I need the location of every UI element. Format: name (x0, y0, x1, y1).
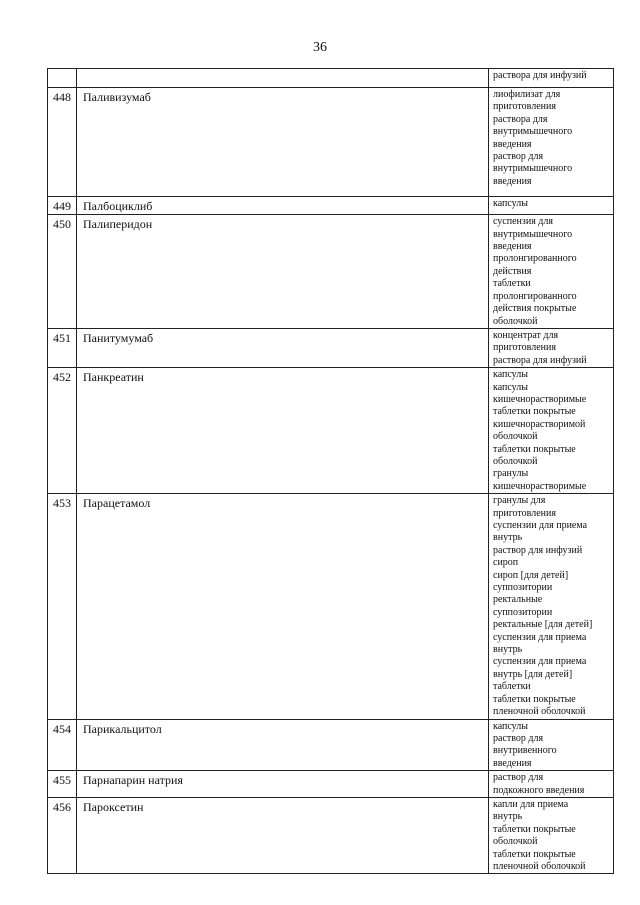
dosage-form-line: таблетки (493, 278, 531, 290)
dosage-form-line: оболочкой (493, 315, 538, 327)
dosage-form-line: ректальные [для детей] (493, 619, 593, 631)
dosage-forms (489, 771, 614, 798)
dosage-form-line: введения (493, 241, 532, 253)
dosage-form-line: внутрь [для детей] (493, 668, 573, 680)
dosage-form-line: введения (493, 757, 532, 769)
dosage-form-line: концентрат для (493, 329, 559, 341)
dosage-forms (489, 197, 614, 215)
row-number: 451 (48, 328, 77, 367)
dosage-form-line: раствора для инфузий (493, 354, 587, 366)
row-number: 454 (48, 719, 77, 771)
drug-name: Парикальцитол (77, 719, 489, 771)
table-row (48, 328, 614, 367)
dosage-form-line: кишечнорастворимой (493, 418, 586, 430)
dosage-form-line: раствор для (493, 151, 544, 163)
row-number: 455 (48, 771, 77, 798)
dosage-form-line: таблетки (493, 681, 531, 693)
dosage-form-line: внутримышечного (493, 163, 573, 175)
dosage-form-line: гранулы для (493, 495, 546, 507)
table-row (48, 69, 614, 88)
dosage-form-line: суспензия для приема (493, 656, 587, 668)
dosage-form-line: кишечнорастворимые (493, 480, 587, 492)
table-row (48, 88, 614, 197)
dosage-form-line: подкожного введения (493, 784, 585, 796)
dosage-form-line: капсулы (493, 198, 528, 210)
dosage-form-line: действия (493, 265, 532, 277)
dosage-form-line: действия покрытые (493, 303, 577, 315)
dosage-forms (489, 719, 614, 771)
dosage-form-line: таблетки покрытые (493, 406, 576, 418)
dosage-form-line: внутривенного (493, 745, 557, 757)
dosage-form-line: капли для приема (493, 798, 569, 810)
table-row (48, 215, 614, 329)
dosage-form-line: таблетки покрытые (493, 848, 576, 860)
dosage-forms (489, 797, 614, 873)
table-row (48, 494, 614, 719)
drug-name: Панитумумаб (77, 328, 489, 367)
table-row (48, 719, 614, 771)
dosage-form-line: таблетки покрытые (493, 443, 576, 455)
row-number (48, 69, 77, 88)
dosage-form-line: приготовления (493, 342, 556, 354)
drug-name: Панкреатин (77, 368, 489, 494)
dosage-form-line: лиофилизат для (493, 89, 561, 100)
dosage-form-line: внутрь (493, 811, 523, 823)
dosage-forms (489, 69, 614, 88)
drug-name: Палбоциклиб (77, 197, 489, 215)
dosage-form-line: внутрь (493, 644, 523, 656)
page-number: 36 (313, 40, 327, 55)
row-number: 448 (48, 88, 77, 197)
drug-name: Парнапарин натрия (77, 771, 489, 798)
dosage-form-line: раствор для (493, 732, 544, 744)
dosage-form-line: раствор для (493, 772, 544, 784)
dosage-form-line: оболочкой (493, 455, 538, 467)
dosage-form-line: раствор для инфузий (493, 544, 583, 556)
table-row (48, 368, 614, 494)
drug-name: Пароксетин (77, 797, 489, 873)
drug-name: Палиперидон (77, 215, 489, 329)
dosage-form-line: пленочной оболочкой (493, 706, 586, 718)
dosage-form-line: введения (493, 138, 532, 150)
dosage-form-line: таблетки покрытые (493, 823, 576, 835)
row-number: 450 (48, 215, 77, 329)
dosage-forms (489, 88, 614, 197)
dosage-forms (489, 215, 614, 329)
dosage-form-line: таблетки покрытые (493, 693, 576, 705)
drug-name (77, 69, 489, 88)
dosage-form-line: кишечнорастворимые (493, 393, 587, 405)
dosage-form-line: суспензия для (493, 216, 553, 228)
table-row (48, 197, 614, 215)
drug-name: Паливизумаб (77, 88, 489, 197)
dosage-form-line: сироп (493, 557, 519, 569)
dosage-form-line: суппозитории (493, 606, 553, 618)
row-number: 449 (48, 197, 77, 215)
table-row (48, 797, 614, 873)
dosage-form-line: оболочкой (493, 836, 538, 848)
drug-table (47, 68, 614, 874)
dosage-form-line: капсулы (493, 381, 528, 393)
dosage-form-line: пролонгированного (493, 253, 577, 265)
row-number: 453 (48, 494, 77, 719)
table-row (48, 771, 614, 798)
dosage-form-line: внутрь (493, 532, 523, 544)
dosage-form-line: суспензии для приема (493, 520, 588, 531)
dosage-form-line: пленочной оболочкой (493, 860, 586, 872)
dosage-form-line: суспензия для приема (493, 631, 587, 643)
dosage-forms (489, 494, 614, 719)
dosage-forms (489, 368, 614, 494)
dosage-form-line: капсулы (493, 369, 528, 381)
dosage-form-line: сироп [для детей] (493, 569, 569, 581)
row-number: 456 (48, 797, 77, 873)
dosage-form-line: приготовления (493, 507, 556, 519)
dosage-form-line: приготовления (493, 101, 556, 113)
row-number: 452 (48, 368, 77, 494)
dosage-form-line: суппозитории (493, 582, 553, 594)
dosage-form-line: внутримышечного (493, 228, 573, 240)
dosage-forms (489, 328, 614, 367)
drug-name: Парацетамол (77, 494, 489, 719)
dosage-form-line: введения (493, 175, 532, 187)
dosage-form-line: ректальные (493, 594, 543, 606)
dosage-form-line: гранулы (493, 468, 529, 480)
dosage-form-line: внутримышечного (493, 126, 573, 138)
dosage-form-line: раствора для (493, 113, 548, 125)
dosage-form-line: пролонгированного (493, 290, 577, 302)
dosage-form-line: раствора для инфузий (493, 70, 587, 81)
dosage-form-line: оболочкой (493, 431, 538, 443)
dosage-form-line: капсулы (493, 720, 528, 732)
